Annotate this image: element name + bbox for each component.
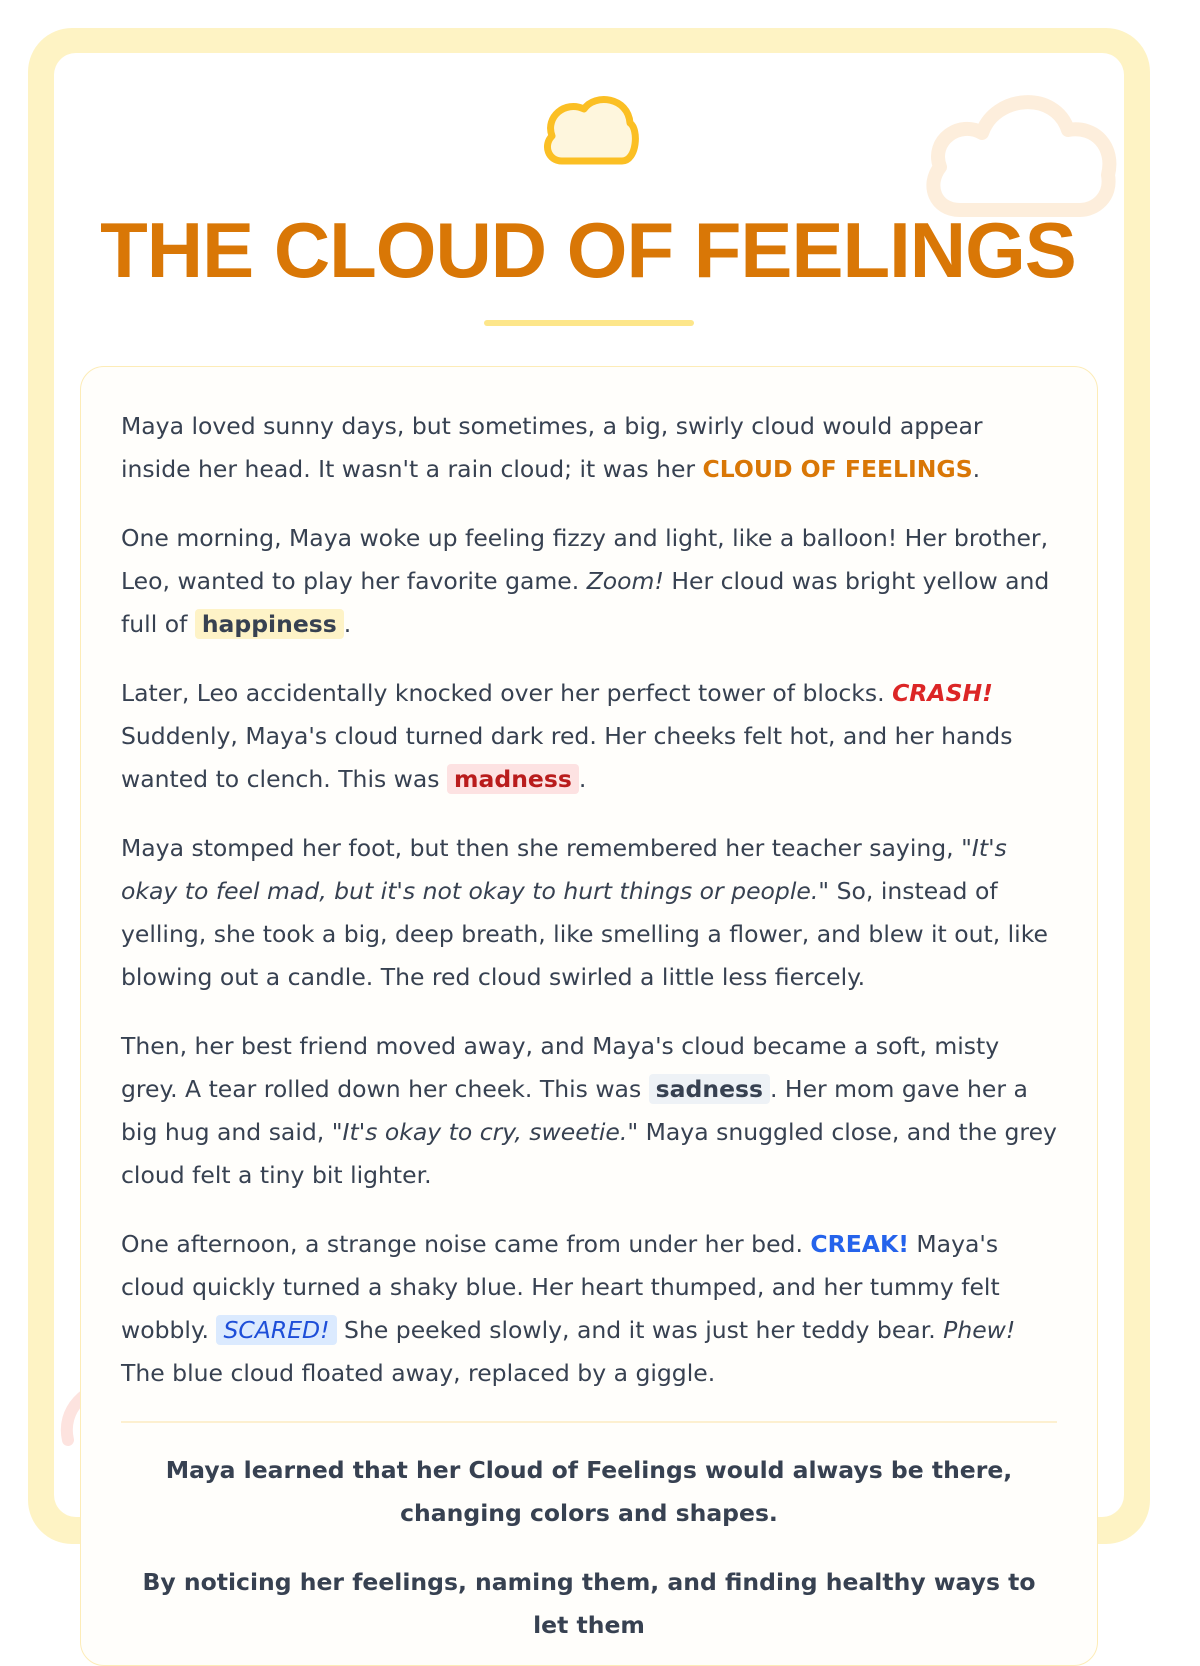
story-text: Maya snuggled close, and the grey cloud felt a tiny bit lighter. bbox=[121, 1118, 1057, 1189]
cloud-of-feelings-highlight: CLOUD OF FEELINGS bbox=[702, 455, 973, 483]
cloud-outline-icon bbox=[920, 85, 1120, 225]
story-text: Later, Leo accidentally knocked over her perfect tower of blocks. bbox=[121, 679, 893, 707]
sadness-badge: sadness bbox=[649, 1074, 770, 1104]
madness-badge: madness bbox=[447, 764, 579, 794]
story-paragraph-3 bbox=[121, 672, 1057, 801]
story-text: Her cloud was bright yellow and full of bbox=[121, 567, 1050, 638]
story-text: Suddenly, Maya's cloud turned dark red. Her cheeks felt hot, and her hands wanted to clench. This was bbox=[121, 722, 1013, 793]
story-text: She peeked slowly, and it was just her teddy bear. bbox=[336, 1316, 944, 1344]
story-text: Maya stomped her foot, but then she remembered her teacher saying, bbox=[121, 834, 962, 862]
moral-text-1: Maya learned that her Cloud of Feelings would always be there, changing colors and shapes. bbox=[165, 1456, 1013, 1527]
story-text: The blue cloud floated away, replaced by a giggle. bbox=[121, 1359, 716, 1387]
story-paragraph-4 bbox=[121, 827, 1057, 999]
scared-badge: SCARED! bbox=[216, 1315, 336, 1345]
happiness-badge: happiness bbox=[195, 609, 344, 639]
story-text: Maya loved sunny days, but sometimes, a big, swirly cloud would appear inside her head. It wasn't a rain cloud; it was her bbox=[121, 412, 983, 483]
moral-text-2: By noticing her feelings, naming them, and finding healthy ways to let them bbox=[142, 1568, 1036, 1639]
creak-emphasis: CREAK! bbox=[810, 1230, 909, 1258]
story-paragraph-1 bbox=[121, 405, 1057, 491]
story-paragraph-2 bbox=[121, 517, 1057, 646]
title-divider bbox=[484, 320, 694, 326]
phew-emphasis: Phew! bbox=[943, 1316, 1016, 1344]
story-text: . Her mom gave her a big hug and said, bbox=[121, 1075, 1028, 1146]
story-text: . bbox=[343, 610, 352, 638]
story-paragraph-6 bbox=[121, 1223, 1057, 1395]
zoom-emphasis: Zoom! bbox=[586, 567, 664, 595]
story-card bbox=[80, 366, 1098, 1666]
page-title: THE CLOUD OF FEELINGS bbox=[100, 206, 1076, 294]
story-paragraph-5 bbox=[121, 1025, 1057, 1197]
story-text: . bbox=[578, 765, 587, 793]
mom-quote: "It's okay to cry, sweetie." bbox=[331, 1118, 639, 1146]
story-text: Then, her best friend moved away, and Maya's cloud became a soft, misty grey. A tear rolled down her cheek. This was bbox=[121, 1032, 1000, 1103]
teacher-quote: "It's okay to feel mad, but it's not okay to hurt things or people." bbox=[121, 834, 1007, 905]
cloud-icon bbox=[540, 95, 640, 167]
story-text: One afternoon, a strange noise came from under her bed. bbox=[121, 1230, 811, 1258]
moral-divider bbox=[121, 1421, 1057, 1423]
crash-emphasis: CRASH! bbox=[892, 679, 993, 707]
story-text: One morning, Maya woke up feeling fizzy and light, like a balloon! Her brother, Leo, wanted to play her favorite game. bbox=[121, 524, 1049, 595]
story-text: . bbox=[972, 455, 981, 483]
story-text: Maya's cloud quickly turned a shaky blue. Her heart thumped, and her tummy felt wobbly. bbox=[121, 1230, 1000, 1344]
story-text: So, instead of yelling, she took a big, deep breath, like smelling a flower, and blew it out, like blowing out a candle. The red cloud swirled a little less fiercely. bbox=[121, 877, 1048, 991]
